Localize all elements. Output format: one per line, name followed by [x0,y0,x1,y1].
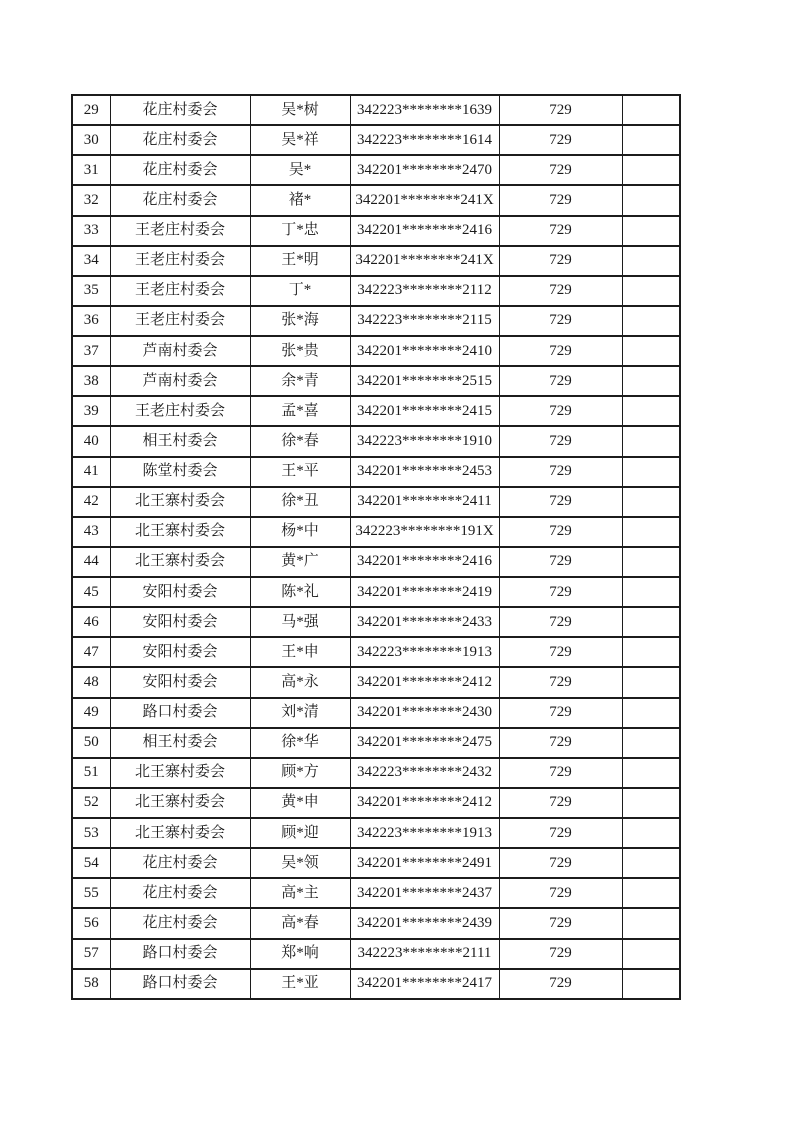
id-number-cell: 342201********2419 [350,577,499,607]
person-name-cell: 吴*祥 [250,125,350,155]
id-number-cell: 342223********1910 [350,426,499,456]
table-row [72,667,680,697]
person-name-cell: 黄*申 [250,788,350,818]
village-cell: 安阳村委会 [110,607,250,637]
village-cell: 北王寨村委会 [110,517,250,547]
village-cell: 北王寨村委会 [110,758,250,788]
table-row [72,969,680,999]
person-name-cell: 陈*礼 [250,577,350,607]
note-cell [622,125,680,155]
person-name-cell: 丁* [250,276,350,306]
amount-cell: 729 [499,637,622,667]
id-number-cell: 342223********1913 [350,818,499,848]
table-row [72,728,680,758]
person-name-cell: 徐*华 [250,728,350,758]
person-name-cell: 孟*喜 [250,396,350,426]
table-row [72,698,680,728]
id-number-cell: 342223********1913 [350,637,499,667]
note-cell [622,848,680,878]
table-row [72,818,680,848]
note-cell [622,607,680,637]
table-row [72,908,680,938]
table-row [72,336,680,366]
note-cell [622,366,680,396]
note-cell [622,637,680,667]
person-name-cell: 王*明 [250,246,350,276]
village-cell: 北王寨村委会 [110,788,250,818]
amount-cell: 729 [499,517,622,547]
person-name-cell: 褚* [250,185,350,215]
person-name-cell: 吴*树 [250,95,350,125]
row-number-cell: 46 [72,607,110,637]
note-cell [622,667,680,697]
table-row [72,426,680,456]
note-cell [622,577,680,607]
row-number-cell: 49 [72,698,110,728]
note-cell [622,487,680,517]
table-row [72,637,680,667]
person-name-cell: 余*青 [250,366,350,396]
village-cell: 花庄村委会 [110,185,250,215]
row-number-cell: 55 [72,878,110,908]
id-number-cell: 342201********2412 [350,667,499,697]
id-number-cell: 342223********1614 [350,125,499,155]
village-cell: 花庄村委会 [110,125,250,155]
id-number-cell: 342223********2111 [350,939,499,969]
note-cell [622,336,680,366]
note-cell [622,185,680,215]
village-cell: 花庄村委会 [110,155,250,185]
amount-cell: 729 [499,698,622,728]
village-cell: 花庄村委会 [110,908,250,938]
table-row [72,517,680,547]
table-row [72,396,680,426]
row-number-cell: 36 [72,306,110,336]
amount-cell: 729 [499,939,622,969]
village-cell: 相王村委会 [110,728,250,758]
id-number-cell: 342201********2430 [350,698,499,728]
person-name-cell: 刘*清 [250,698,350,728]
table-row [72,246,680,276]
id-number-cell: 342223********191X [350,517,499,547]
row-number-cell: 43 [72,517,110,547]
note-cell [622,547,680,577]
person-name-cell: 王*申 [250,637,350,667]
id-number-cell: 342201********2439 [350,908,499,938]
person-name-cell: 徐*春 [250,426,350,456]
amount-cell: 729 [499,457,622,487]
id-number-cell: 342201********2453 [350,457,499,487]
row-number-cell: 38 [72,366,110,396]
amount-cell: 729 [499,125,622,155]
note-cell [622,246,680,276]
row-number-cell: 56 [72,908,110,938]
village-cell: 安阳村委会 [110,637,250,667]
note-cell [622,276,680,306]
row-number-cell: 33 [72,216,110,246]
row-number-cell: 48 [72,667,110,697]
person-name-cell: 王*平 [250,457,350,487]
village-cell: 北王寨村委会 [110,547,250,577]
id-number-cell: 342223********2432 [350,758,499,788]
row-number-cell: 53 [72,818,110,848]
amount-cell: 729 [499,366,622,396]
row-number-cell: 44 [72,547,110,577]
id-number-cell: 342201********2411 [350,487,499,517]
row-number-cell: 35 [72,276,110,306]
row-number-cell: 45 [72,577,110,607]
id-number-cell: 342201********2415 [350,396,499,426]
table-row [72,848,680,878]
table-row [72,366,680,396]
row-number-cell: 51 [72,758,110,788]
table-row [72,276,680,306]
person-name-cell: 顾*迎 [250,818,350,848]
amount-cell: 729 [499,276,622,306]
amount-cell: 729 [499,788,622,818]
row-number-cell: 54 [72,848,110,878]
amount-cell: 729 [499,848,622,878]
village-cell: 安阳村委会 [110,667,250,697]
village-cell: 花庄村委会 [110,95,250,125]
id-number-cell: 342223********2112 [350,276,499,306]
amount-cell: 729 [499,185,622,215]
table-row [72,577,680,607]
table-row [72,607,680,637]
row-number-cell: 29 [72,95,110,125]
row-number-cell: 39 [72,396,110,426]
person-name-cell: 顾*方 [250,758,350,788]
note-cell [622,698,680,728]
note-cell [622,728,680,758]
village-cell: 北王寨村委会 [110,487,250,517]
table-row [72,155,680,185]
row-number-cell: 50 [72,728,110,758]
amount-cell: 729 [499,306,622,336]
note-cell [622,155,680,185]
id-number-cell: 342201********2410 [350,336,499,366]
amount-cell: 729 [499,758,622,788]
amount-cell: 729 [499,607,622,637]
id-number-cell: 342201********2437 [350,878,499,908]
amount-cell: 729 [499,818,622,848]
village-cell: 安阳村委会 [110,577,250,607]
amount-cell: 729 [499,155,622,185]
person-name-cell: 丁*忠 [250,216,350,246]
id-number-cell: 342201********2470 [350,155,499,185]
row-number-cell: 40 [72,426,110,456]
id-number-cell: 342201********2412 [350,788,499,818]
table-row [72,547,680,577]
note-cell [622,216,680,246]
person-name-cell: 王*亚 [250,969,350,999]
village-cell: 花庄村委会 [110,878,250,908]
person-name-cell: 张*贵 [250,336,350,366]
amount-cell: 729 [499,426,622,456]
table-row [72,306,680,336]
row-number-cell: 41 [72,457,110,487]
id-number-cell: 342201********2475 [350,728,499,758]
person-name-cell: 黄*广 [250,547,350,577]
note-cell [622,908,680,938]
id-number-cell: 342201********2416 [350,547,499,577]
village-cell: 王老庄村委会 [110,216,250,246]
village-cell: 路口村委会 [110,698,250,728]
person-name-cell: 吴*领 [250,848,350,878]
village-cell: 王老庄村委会 [110,276,250,306]
row-number-cell: 52 [72,788,110,818]
amount-cell: 729 [499,216,622,246]
person-name-cell: 吴* [250,155,350,185]
person-name-cell: 杨*中 [250,517,350,547]
row-number-cell: 34 [72,246,110,276]
amount-cell: 729 [499,487,622,517]
id-number-cell: 342201********2416 [350,216,499,246]
row-number-cell: 37 [72,336,110,366]
amount-cell: 729 [499,969,622,999]
amount-cell: 729 [499,577,622,607]
table-body [72,95,680,999]
id-number-cell: 342223********2115 [350,306,499,336]
roster-table [71,94,681,1000]
village-cell: 路口村委会 [110,969,250,999]
id-number-cell: 342201********2515 [350,366,499,396]
table-row [72,457,680,487]
id-number-cell: 342201********241X [350,185,499,215]
note-cell [622,939,680,969]
village-cell: 王老庄村委会 [110,306,250,336]
person-name-cell: 高*春 [250,908,350,938]
amount-cell: 729 [499,728,622,758]
row-number-cell: 32 [72,185,110,215]
table-row [72,788,680,818]
amount-cell: 729 [499,547,622,577]
id-number-cell: 342201********241X [350,246,499,276]
village-cell: 芦南村委会 [110,366,250,396]
row-number-cell: 47 [72,637,110,667]
amount-cell: 729 [499,95,622,125]
id-number-cell: 342223********1639 [350,95,499,125]
note-cell [622,758,680,788]
row-number-cell: 57 [72,939,110,969]
id-number-cell: 342201********2433 [350,607,499,637]
note-cell [622,396,680,426]
amount-cell: 729 [499,246,622,276]
person-name-cell: 郑*响 [250,939,350,969]
person-name-cell: 马*强 [250,607,350,637]
row-number-cell: 58 [72,969,110,999]
person-name-cell: 高*永 [250,667,350,697]
table-row [72,487,680,517]
person-name-cell: 高*主 [250,878,350,908]
note-cell [622,969,680,999]
table-row [72,125,680,155]
village-cell: 芦南村委会 [110,336,250,366]
amount-cell: 729 [499,396,622,426]
table-row [72,939,680,969]
id-number-cell: 342201********2491 [350,848,499,878]
village-cell: 陈堂村委会 [110,457,250,487]
table-row [72,216,680,246]
note-cell [622,95,680,125]
table-row [72,758,680,788]
id-number-cell: 342201********2417 [350,969,499,999]
village-cell: 王老庄村委会 [110,246,250,276]
row-number-cell: 30 [72,125,110,155]
note-cell [622,517,680,547]
village-cell: 北王寨村委会 [110,818,250,848]
note-cell [622,818,680,848]
row-number-cell: 31 [72,155,110,185]
note-cell [622,457,680,487]
village-cell: 花庄村委会 [110,848,250,878]
note-cell [622,426,680,456]
amount-cell: 729 [499,878,622,908]
person-name-cell: 张*海 [250,306,350,336]
village-cell: 王老庄村委会 [110,396,250,426]
amount-cell: 729 [499,667,622,697]
village-cell: 路口村委会 [110,939,250,969]
table-row [72,185,680,215]
table-row [72,95,680,125]
note-cell [622,306,680,336]
table-row [72,878,680,908]
person-name-cell: 徐*丑 [250,487,350,517]
amount-cell: 729 [499,336,622,366]
note-cell [622,878,680,908]
note-cell [622,788,680,818]
row-number-cell: 42 [72,487,110,517]
amount-cell: 729 [499,908,622,938]
village-cell: 相王村委会 [110,426,250,456]
